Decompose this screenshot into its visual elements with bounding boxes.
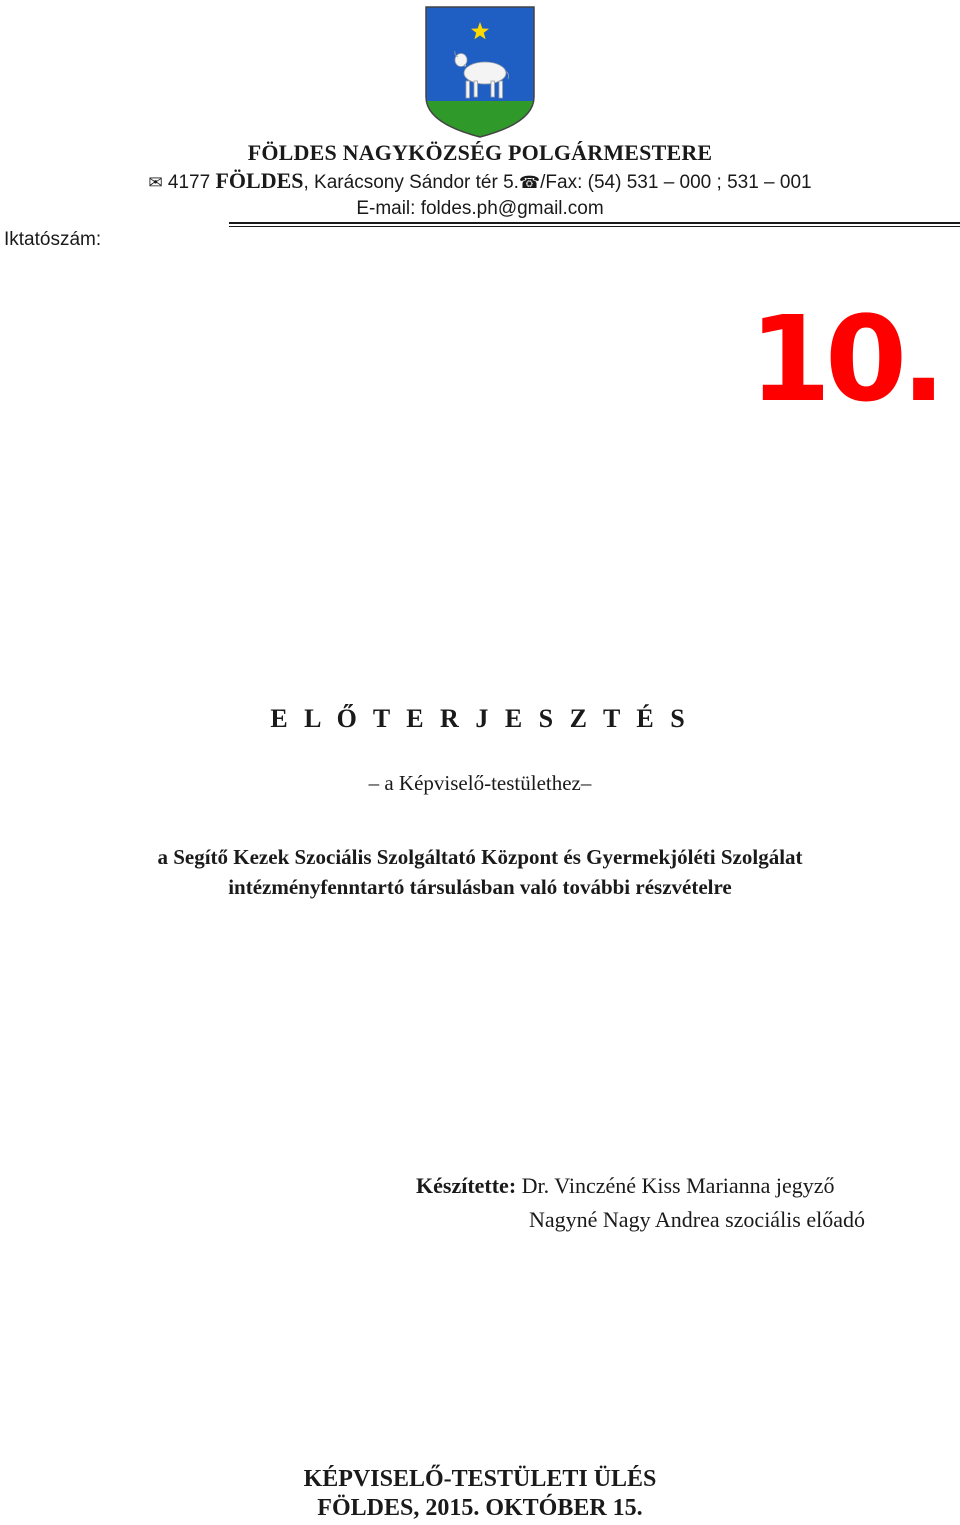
header-divider (229, 222, 960, 224)
telephone-icon: ☎ (518, 173, 541, 193)
city-name: FÖLDES (215, 168, 304, 193)
registration-number-label: Iktatószám: (4, 229, 102, 250)
subject-line-1: a Segítő Kezek Szociális Szolgáltató Központ és Gyermekjóléti Szolgálat (157, 845, 803, 869)
meeting-footer (0, 1465, 960, 1523)
meeting-title: KÉPVISELŐ-TESTÜLETI ÜLÉS (303, 1466, 657, 1492)
author-2: Nagyné Nagy Andrea szociális előadó (529, 1207, 865, 1232)
issuer-title: FÖLDES NAGYKÖZSÉG POLGÁRMESTERE (247, 140, 713, 165)
addressee-line: – a Képviselő-testülethez– (368, 771, 592, 795)
prepared-by-label: Készítette: (416, 1173, 517, 1198)
header-divider-thin (229, 226, 960, 227)
envelope-icon: ✉ (148, 173, 163, 193)
prepared-by (416, 1173, 835, 1199)
document-subject (0, 842, 960, 902)
coat-of-arms-logo (424, 5, 536, 139)
street-address: , Karácsony Sándor tér 5. (303, 172, 519, 193)
issuer-address (0, 168, 960, 194)
meeting-date: FÖLDES, 2015. OKTÓBER 15. (317, 1495, 643, 1521)
phone-fax: /Fax: (54) 531 – 000 ; 531 – 001 (540, 172, 812, 193)
agenda-item-number: 10. (748, 290, 940, 428)
document-type-heading: E L Ő T E R J E S Z T É S (270, 704, 690, 733)
postcode: 4177 (167, 172, 211, 193)
issuer-email: E-mail: foldes.ph@gmail.com (356, 198, 604, 219)
author-1: Dr. Vinczéné Kiss Marianna jegyző (516, 1173, 835, 1198)
subject-line-2: intézményfenntartó társulásban való további részvételre (228, 875, 732, 899)
